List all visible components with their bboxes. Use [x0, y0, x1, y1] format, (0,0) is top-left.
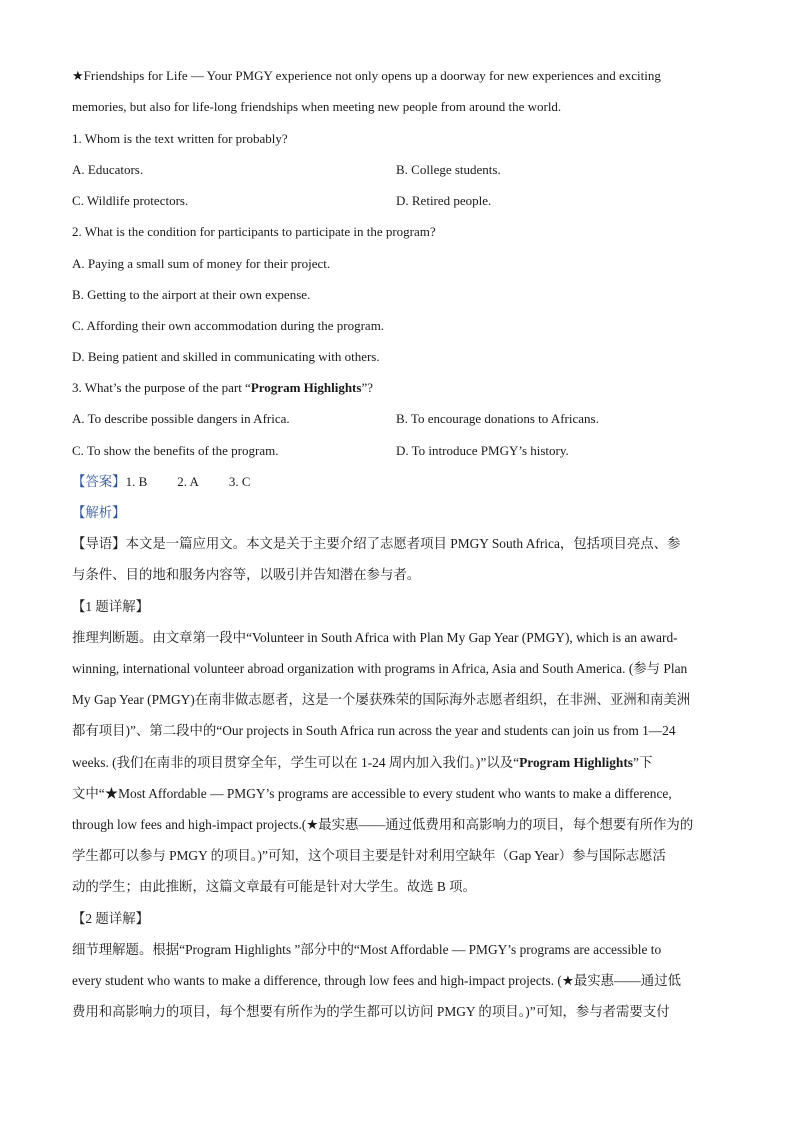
- passage-line: memories, but also for life-long friendships when meeting new people from around the world.: [72, 99, 562, 114]
- guide-label: 【导语】: [72, 536, 126, 551]
- q2-detail-heading: 【2 题详解】: [72, 911, 149, 926]
- answer-line: [72, 473, 251, 491]
- answer-item: 3. C: [228, 474, 251, 489]
- answer-item: 1. B: [125, 474, 148, 489]
- question-2-option-d: D. Being patient and skilled in communicating with others.: [72, 349, 380, 364]
- question-1-option-c: C. Wildlife protectors.: [72, 193, 189, 208]
- question-1-option-b: B. College students.: [396, 162, 501, 177]
- question-1-option-a: A. Educators.: [72, 162, 144, 177]
- q2-detail-line: 费用和高影响力的项目，每个想要有所作为的学生都可以访问 PMGY 的项目。)”可知，参与者需要支付: [72, 1004, 670, 1019]
- q2-detail-line: every student who wants to make a difference, through low fees and high-impact projects. (★最实惠——通过低: [72, 973, 681, 988]
- question-2-stem: 2. What is the condition for participants to participate in the program?: [72, 224, 436, 239]
- q1-detail-line: 动的学生；由此推断，这篇文章最有可能是针对大学生。故选 B 项。: [72, 879, 476, 894]
- question-3-option-b: B. To encourage donations to Africans.: [396, 411, 599, 426]
- question-2-option-b: B. Getting to the airport at their own expense.: [72, 287, 311, 302]
- q1-detail-heading: 【1 题详解】: [72, 599, 149, 614]
- answer-label: 【答案】: [72, 474, 126, 489]
- q1-detail-line: 文中“★Most Affordable — PMGY’s programs are accessible to every student who wants to make a difference,: [72, 786, 672, 801]
- analysis-label: 【解析】: [72, 505, 126, 520]
- question-1-option-d: D. Retired people.: [396, 193, 492, 208]
- q1-detail-line: winning, international volunteer abroad organization with programs in Africa, Asia and South America. (参与 Plan: [72, 661, 688, 676]
- program-highlights-term: Program Highlights: [519, 755, 634, 770]
- q1-detail-line: through low fees and high-impact projects.(★最实惠——通过低费用和高影响力的项目，每个想要有所作为的: [72, 817, 694, 832]
- q1-detail-line: 推理判断题。由文章第一段中“Volunteer in South Africa with Plan My Gap Year (PMGY), which is an award-: [72, 630, 678, 645]
- question-1-stem: 1. Whom is the text written for probably?: [72, 131, 288, 146]
- question-3-stem: 3. What’s the purpose of the part “Program Highlights”?: [72, 380, 373, 395]
- question-2-option-c: C. Affording their own accommodation during the program.: [72, 318, 385, 333]
- q1-detail-line: My Gap Year (PMGY)在南非做志愿者，这是一个屡获殊荣的国际海外志愿者组织，在非洲、亚洲和南美洲: [72, 692, 691, 707]
- question-3-option-a: A. To describe possible dangers in Africa.: [72, 411, 290, 426]
- answer-item: 2. A: [177, 474, 199, 489]
- passage-line: ★Friendships for Life — Your PMGY experience not only opens up a doorway for new experiences and exciting: [72, 68, 661, 83]
- question-3-option-c: C. To show the benefits of the program.: [72, 443, 279, 458]
- q2-detail-line: 细节理解题。根据“Program Highlights ”部分中的“Most Affordable — PMGY’s programs are accessible to: [72, 942, 662, 957]
- q1-detail-line: 都有项目)”、第二段中的“Our projects in South Africa run across the year and students can join us from 1—24: [72, 723, 676, 738]
- guide-line: 与条件、目的地和服务内容等，以吸引并告知潜在参与者。: [72, 567, 421, 582]
- question-2-option-a: A. Paying a small sum of money for their project.: [72, 256, 331, 271]
- q1-detail-line: 学生都可以参与 PMGY 的项目。)”可知，这个项目主要是针对利用空缺年（Gap Year）参与国际志愿活: [72, 848, 666, 863]
- question-3-option-d: D. To introduce PMGY’s history.: [396, 443, 569, 458]
- q1-detail-line: weeks. (我们在南非的项目贯穿全年，学生可以在 1-24 周内加入我们。)”以及“Program Highlights”下: [72, 755, 653, 770]
- program-highlights-term: Program Highlights: [250, 380, 362, 395]
- guide-line: 【导语】本文是一篇应用文。本文是关于主要介绍了志愿者项目 PMGY South Africa，包括项目亮点、参: [72, 536, 681, 551]
